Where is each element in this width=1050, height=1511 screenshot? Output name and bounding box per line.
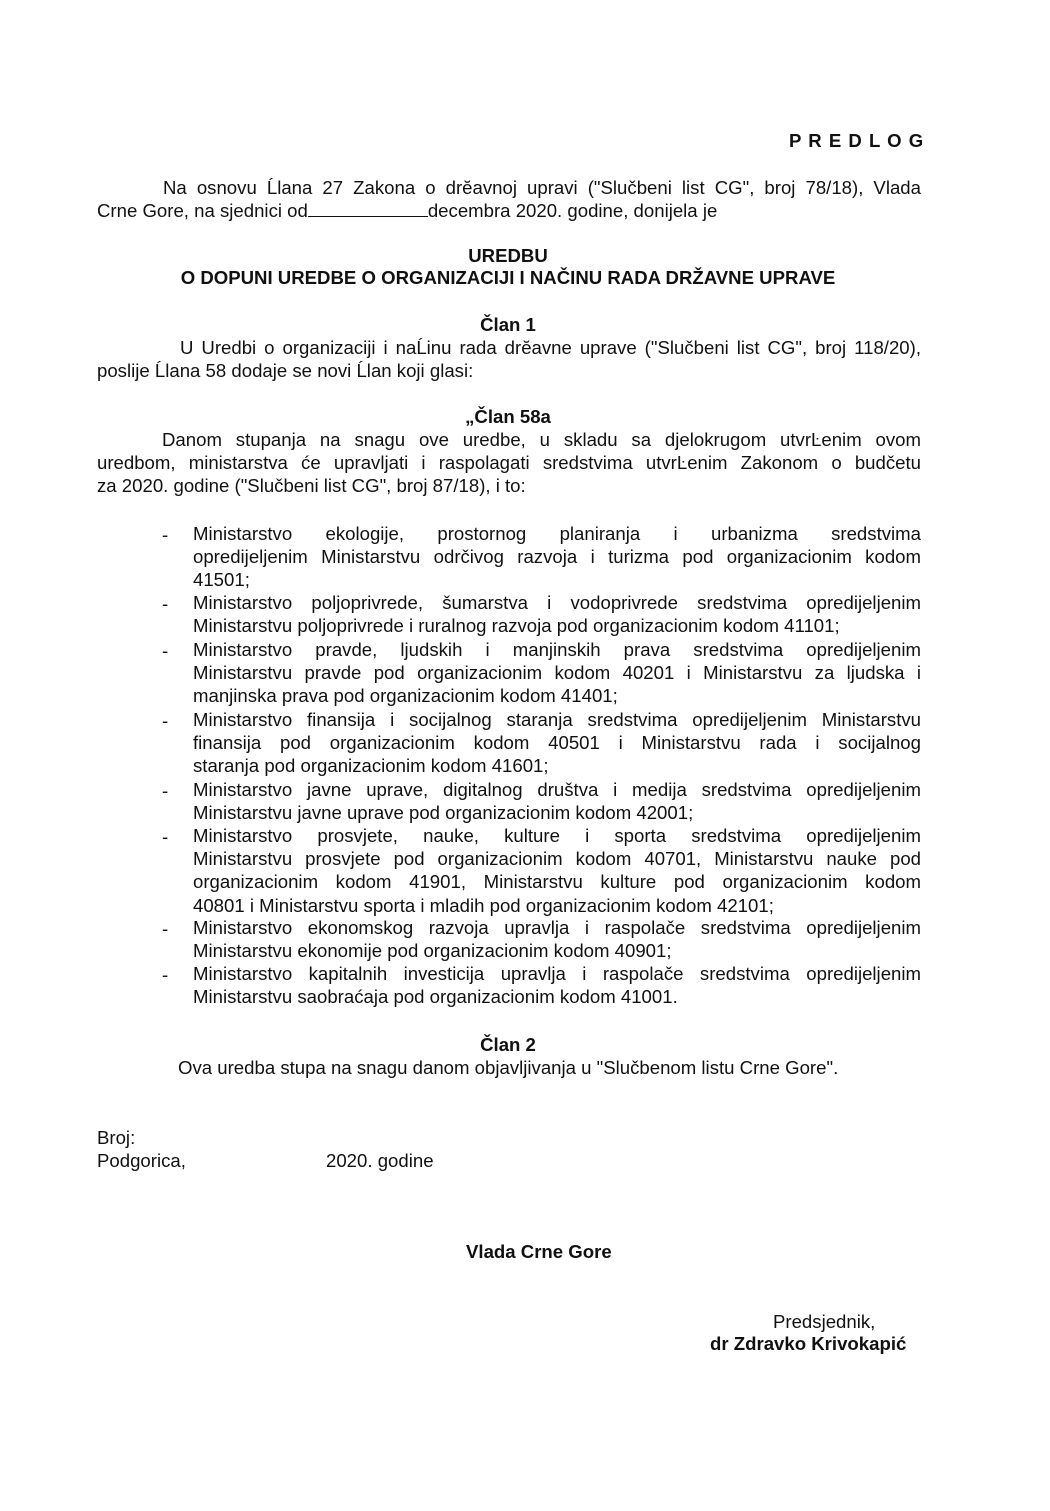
list-item-line: Ministarstvu ekonomije pod organizacionim kodom 40901; bbox=[193, 940, 672, 962]
broj-label: Broj: bbox=[97, 1127, 136, 1148]
list-item bbox=[193, 824, 921, 917]
list-item-line: Ministarstvo poljoprivrede, šumarstva i vodoprivrede sredstvima opredijeljenim bbox=[193, 592, 921, 613]
preamble-line-2-end: decembra 2020. godine, donijela je bbox=[427, 200, 718, 221]
list-dash: - bbox=[162, 524, 169, 545]
list-item-line: Ministarstvu poljoprivrede i ruralnog razvoja pod organizacionim kodom 41101; bbox=[193, 615, 840, 637]
year-label: 2020. godine bbox=[326, 1150, 434, 1171]
place-label: Podgorica, bbox=[97, 1150, 186, 1171]
list-dash: - bbox=[162, 826, 169, 847]
article-58a-line-2: uredbom, ministarstva ćе upravljati i raspolagati sredstvima utvrĿenim Zakonom o budčetu bbox=[97, 452, 921, 473]
government-name: Vlada Crne Gore bbox=[466, 1241, 612, 1262]
list-item-line: organizacionim kodom 41901, Ministarstvu kulture pod organizacionim kodom bbox=[193, 871, 921, 893]
list-item bbox=[193, 778, 921, 824]
article-2-heading: Član 2 bbox=[480, 1034, 536, 1055]
list-item bbox=[193, 708, 921, 778]
preamble-line-2-start: Crne Gore, na sjednici od bbox=[97, 200, 308, 221]
list-item bbox=[193, 638, 921, 708]
article-58a-line-1: Danom stupanja na snagu ove uredbe, u skladu sa djelokrugom utvrĿenim ovom bbox=[162, 429, 921, 450]
predlog-label: P R E D L O G bbox=[789, 130, 925, 151]
list-dash: - bbox=[162, 964, 169, 985]
article-58a-line-3: za 2020. godine ("Slučbeni list CG", broj 87/18), i to: bbox=[97, 475, 526, 496]
list-item bbox=[193, 522, 921, 592]
list-item-line: Ministarstvo ekologije, prostornog planiranja i urbanizma sredstvima bbox=[193, 523, 921, 544]
list-item-line: Ministarstvo javne uprave, digitalnog društva i medija sredstvima opredijeljenim bbox=[193, 779, 921, 800]
list-item-line: Ministarstvu prosvjete pod organizacionim kodom 40701, Ministarstvu nauke pod bbox=[193, 848, 921, 870]
list-item-line: 40801 i Ministarstvu sporta i mladih pod organizacionim kodom 42101; bbox=[193, 894, 774, 916]
list-item-line: staranja pod organizacionim kodom 41601; bbox=[193, 755, 549, 777]
list-item-line: 41501; bbox=[193, 569, 250, 591]
list-item bbox=[193, 962, 921, 1008]
document-subtitle: O DOPUNI UREDBE O ORGANIZACIJI I NAČINU RADA DRŽAVNE UPRAVE bbox=[180, 267, 836, 288]
list-item-line: finansija pod organizacionim kodom 40501 i Ministarstvu rada i socijalnog bbox=[193, 732, 921, 754]
list-item-line: Ministarstvo kapitalnih investicija upravlja i raspolače sredstvima opredijeljenim bbox=[193, 963, 921, 984]
list-dash: - bbox=[162, 780, 169, 801]
list-item-line: opredijeljenim Ministarstvu odrčivog razvoja i turizma pod organizacionim kodom bbox=[193, 546, 921, 568]
list-item-line: Ministarstvu pravde pod organizacionim kodom 40201 i Ministarstvu za ljudska i bbox=[193, 662, 921, 684]
list-item-line: Ministarstvo ekonomskog razvoja upravlja i raspolače sredstvima opredijeljenim bbox=[193, 917, 921, 938]
preamble-line-2 bbox=[97, 199, 717, 222]
article-2-line-1: Ova uredba stupa na snagu danom objavljivanja u "Slučbenom listu Crne Gore". bbox=[178, 1057, 839, 1078]
article-1-line-2: poslije Ĺlana 58 dodaje se novi Ĺlan koji glasi: bbox=[97, 360, 474, 381]
preamble-line-1: Na osnovu Ĺlana 27 Zakona o drĕavnoj upravi ("Slučbeni list CG", broj 78/18), Vlada bbox=[163, 177, 921, 198]
list-item-line: Ministarstvu saobraćaja pod organizacionim kodom 41001. bbox=[193, 986, 678, 1008]
list-dash: - bbox=[162, 640, 169, 661]
document-title: UREDBU bbox=[468, 245, 548, 266]
article-58a-heading: „Član 58a bbox=[465, 406, 551, 427]
list-item bbox=[193, 916, 921, 962]
list-item-line: manjinska prava pod organizacionim kodom 41401; bbox=[193, 685, 618, 707]
list-item-line: Ministarstvo finansija i socijalnog staranja sredstvima opredijeljenim Ministarstvu bbox=[193, 709, 921, 730]
list-dash: - bbox=[162, 710, 169, 731]
list-item-line: Ministarstvo prosvjete, nauke, kulture i sporta sredstvima opredijeljenim bbox=[193, 825, 921, 846]
list-dash: - bbox=[162, 593, 169, 614]
article-1-line-1: U Uredbi o organizaciji i naĹinu rada drĕavne uprave ("Slučbeni list CG", broj 118/20), bbox=[180, 337, 921, 358]
signatory-role: Predsjednik, bbox=[773, 1311, 876, 1332]
list-item bbox=[193, 591, 921, 637]
article-1-heading: Član 1 bbox=[480, 314, 536, 335]
date-blank bbox=[308, 202, 428, 217]
list-item-line: Ministarstvu javne uprave pod organizacionim kodom 42001; bbox=[193, 802, 694, 824]
list-item-line: Ministarstvo pravde, ljudskih i manjinskih prava sredstvima opredijeljenim bbox=[193, 639, 921, 660]
signatory-name: dr Zdravko Krivokapić bbox=[710, 1333, 907, 1354]
list-dash: - bbox=[162, 918, 169, 939]
